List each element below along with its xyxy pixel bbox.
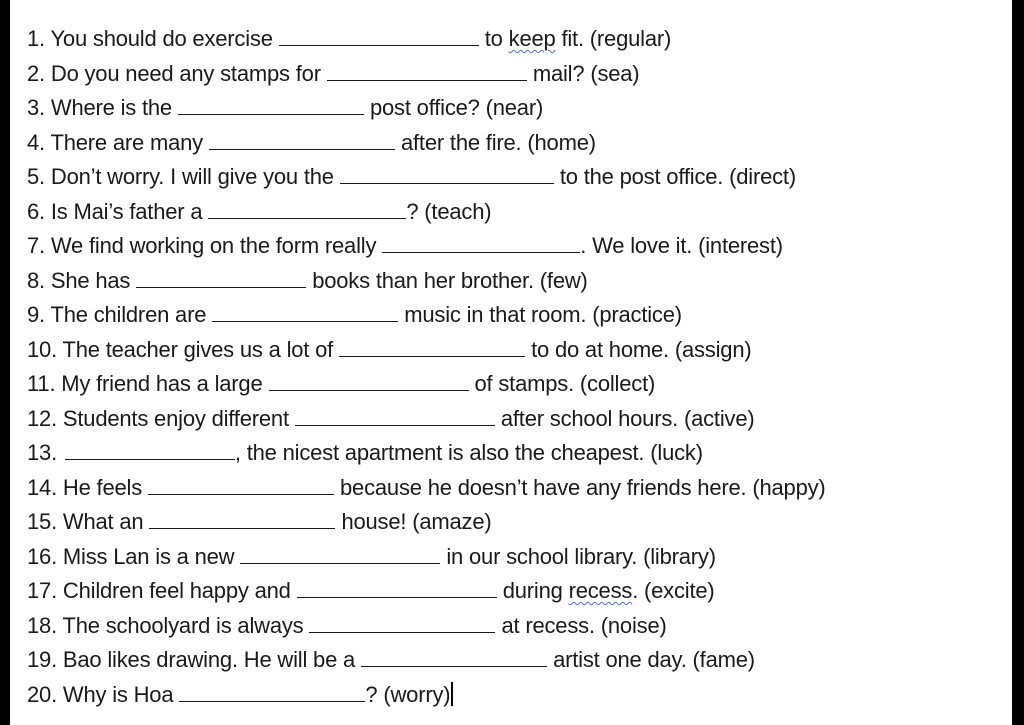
sentence-after: to the post office. (direct): [559, 164, 796, 189]
answer-blank[interactable]: [340, 163, 554, 184]
exercise-item: [27, 574, 826, 609]
item-number: 19.: [27, 647, 63, 672]
answer-blank[interactable]: [179, 681, 365, 702]
text-cursor: [451, 682, 453, 706]
exercise-item: [27, 367, 826, 402]
item-number: 15.: [27, 509, 63, 534]
item-number: 14.: [27, 474, 63, 500]
answer-blank[interactable]: [279, 25, 479, 46]
answer-blank[interactable]: [309, 612, 495, 633]
sentence-before: Do you need any stamps for: [50, 60, 321, 86]
exercise-item: [27, 471, 826, 506]
sentence-before: The schoolyard is always: [62, 612, 304, 638]
sentence-before: My friend has a large: [61, 371, 263, 396]
item-number: 11.: [27, 371, 62, 396]
sentence-after: artist one day. (fame): [553, 647, 755, 672]
exercise-item: [27, 229, 826, 264]
answer-blank[interactable]: [65, 439, 235, 460]
item-number: 8.: [27, 267, 51, 293]
item-number: 13.: [27, 440, 63, 465]
item-number: 17.: [27, 578, 63, 603]
answer-blank[interactable]: [212, 301, 398, 322]
exercise-item: [27, 505, 826, 540]
exercise-item: [27, 160, 826, 195]
answer-blank[interactable]: [240, 543, 440, 564]
sentence-before: Where is the: [50, 95, 172, 120]
sentence-after: mail? (sea): [532, 60, 640, 86]
sentence-before: He feels: [62, 474, 143, 500]
sentence-after: to keep fit. (regular): [484, 26, 672, 51]
exercise-item: [27, 643, 826, 678]
answer-blank[interactable]: [209, 129, 395, 150]
sentence-before: The children are: [50, 302, 207, 327]
item-number: 5.: [27, 164, 51, 189]
exercise-item: [27, 402, 826, 437]
answer-blank[interactable]: [327, 60, 527, 81]
item-number: 1.: [27, 26, 51, 51]
sentence-before: Students enjoy different: [62, 405, 289, 431]
exercise-item: [27, 609, 826, 644]
answer-blank[interactable]: [297, 577, 497, 598]
sentence-before: Is Mai’s father a: [50, 198, 203, 224]
sentence-before: You should do exercise: [50, 26, 273, 51]
sentence-before: What an: [62, 509, 144, 534]
sentence-after: because he doesn’t have any friends here. (happy): [340, 474, 826, 500]
exercise-item: [27, 195, 826, 230]
sentence-after: in our school library. (library): [446, 543, 716, 569]
answer-blank[interactable]: [208, 198, 406, 219]
sentence-after: at recess. (noise): [501, 612, 667, 638]
answer-blank[interactable]: [148, 474, 334, 495]
sentence-before: Why is Hoa: [62, 681, 174, 707]
answer-blank[interactable]: [149, 508, 335, 529]
exercise-item: [27, 436, 826, 471]
item-number: 2.: [27, 60, 51, 86]
item-number: 7.: [27, 233, 51, 258]
sentence-after: . We love it. (interest): [580, 233, 783, 258]
exercise-item: [27, 57, 826, 92]
answer-blank[interactable]: [339, 336, 525, 357]
exercise-item: [27, 91, 826, 126]
answer-blank[interactable]: [269, 370, 469, 391]
sentence-before: She has: [50, 267, 131, 293]
sentence-before: Bao likes drawing. He will be a: [62, 647, 356, 672]
answer-blank[interactable]: [178, 94, 364, 115]
item-number: 3.: [27, 95, 51, 120]
sentence-after: , the nicest apartment is also the cheapest. (luck): [234, 440, 703, 465]
exercise-item: [27, 22, 826, 57]
answer-blank[interactable]: [361, 646, 547, 667]
sentence-after: after the fire. (home): [400, 129, 596, 155]
item-number: 16.: [27, 543, 63, 569]
sentence-after: to do at home. (assign): [531, 336, 752, 362]
sentence-after: music in that room. (practice): [404, 302, 682, 327]
sentence-before: We find working on the form really: [50, 233, 377, 258]
sentence-after: house! (amaze): [341, 509, 492, 534]
item-number: 12.: [27, 405, 63, 431]
exercise-item: [27, 333, 826, 368]
sentence-before: Miss Lan is a new: [62, 543, 235, 569]
sentence-after: ? (teach): [406, 198, 492, 224]
sentence-after: of stamps. (collect): [474, 371, 656, 396]
item-number: 20.: [27, 681, 63, 707]
item-number: 9.: [27, 302, 51, 327]
item-number: 4.: [27, 129, 51, 155]
answer-blank[interactable]: [136, 267, 306, 288]
exercise-list: [27, 22, 826, 712]
sentence-before: Children feel happy and: [62, 578, 291, 603]
sentence-after: during recess. (excite): [502, 578, 715, 603]
sentence-after: after school hours. (active): [500, 405, 755, 431]
item-number: 18.: [27, 612, 63, 638]
exercise-item: [27, 540, 826, 575]
exercise-item: [27, 264, 826, 299]
answer-blank[interactable]: [382, 232, 580, 253]
worksheet-page: [10, 0, 1012, 725]
sentence-before: Don’t worry. I will give you the: [50, 164, 334, 189]
sentence-before: The teacher gives us a lot of: [62, 336, 334, 362]
sentence-after: books than her brother. (few): [312, 267, 588, 293]
sentence-before: There are many: [50, 129, 203, 155]
answer-blank[interactable]: [295, 405, 495, 426]
exercise-item: [27, 678, 826, 713]
exercise-item: [27, 126, 826, 161]
sentence-after: post office? (near): [369, 95, 544, 120]
item-number: 6.: [27, 198, 51, 224]
sentence-after: ? (worry): [365, 681, 451, 707]
exercise-item: [27, 298, 826, 333]
item-number: 10.: [27, 336, 63, 362]
